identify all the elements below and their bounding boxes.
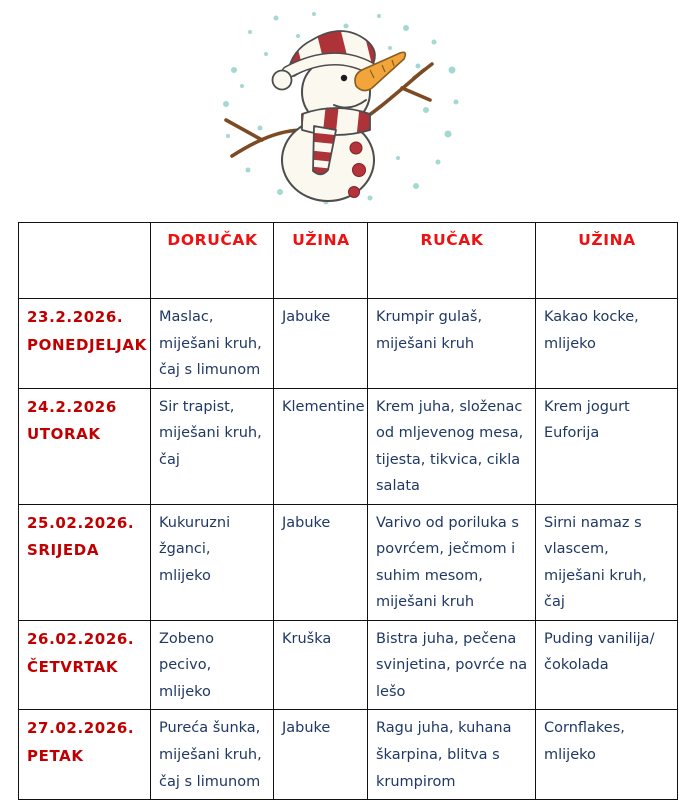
row-day: ČETVRTAK bbox=[27, 657, 119, 676]
table-row-tuesday bbox=[19, 388, 678, 504]
cell-dorucak: Kukuruzni žganci, mlijeko bbox=[151, 504, 274, 620]
header-uzina-am: UŽINA bbox=[274, 223, 368, 299]
day-cell bbox=[19, 299, 151, 389]
row-day: UTORAK bbox=[27, 425, 101, 444]
cell-rucak: Krumpir gulaš, miješani kruh bbox=[368, 299, 536, 389]
cell-uzina-am: Jabuke bbox=[274, 710, 368, 800]
cell-uzina-pm: Puding vanilija/čokolada bbox=[536, 620, 678, 710]
row-date: 27.02.2026. bbox=[27, 719, 135, 738]
day-cell bbox=[19, 504, 151, 620]
day-cell bbox=[19, 388, 151, 504]
header-empty bbox=[19, 223, 151, 299]
cell-uzina-am: Kruška bbox=[274, 620, 368, 710]
cell-uzina-pm: Kakao kocke, mlijeko bbox=[536, 299, 678, 389]
cell-uzina-pm: Cornflakes, mlijeko bbox=[536, 710, 678, 800]
cell-rucak: Bistra juha, pečena svinjetina, povrće na lešo bbox=[368, 620, 536, 710]
table-row-friday bbox=[19, 710, 678, 800]
snowman-illustration bbox=[218, 8, 468, 213]
cell-dorucak: Zobeno pecivo, mlijeko bbox=[151, 620, 274, 710]
cell-dorucak: Sir trapist, miješani kruh, čaj bbox=[151, 388, 274, 504]
row-day: PONEDJELJAK bbox=[27, 335, 147, 354]
table-row-thursday bbox=[19, 620, 678, 710]
row-date: 25.02.2026. bbox=[27, 513, 135, 532]
cell-uzina-am: Klementine bbox=[274, 388, 368, 504]
cell-dorucak: Pureća šunka, miješani kruh, čaj s limunom bbox=[151, 710, 274, 800]
day-cell bbox=[19, 620, 151, 710]
cell-uzina-am: Jabuke bbox=[274, 299, 368, 389]
cell-uzina-am: Jabuke bbox=[274, 504, 368, 620]
day-cell bbox=[19, 710, 151, 800]
row-date: 24.2.2026 bbox=[27, 397, 117, 416]
row-day: PETAK bbox=[27, 747, 84, 766]
cell-rucak: Varivo od poriluka s povrćem, ječmom i suhim mesom, miješani kruh bbox=[368, 504, 536, 620]
header-uzina-pm: UŽINA bbox=[536, 223, 678, 299]
menu-table bbox=[18, 222, 678, 800]
snowman-svg bbox=[218, 8, 468, 213]
table-row-wednesday bbox=[19, 504, 678, 620]
cell-dorucak: Maslac, miješani kruh, čaj s limunom bbox=[151, 299, 274, 389]
row-day: SRIJEDA bbox=[27, 541, 100, 560]
snowman-eye bbox=[341, 75, 347, 81]
row-date: 26.02.2026. bbox=[27, 629, 135, 648]
header-rucak: RUČAK bbox=[368, 223, 536, 299]
row-date: 23.2.2026. bbox=[27, 308, 124, 326]
cell-uzina-pm: Krem jogurt Euforija bbox=[536, 388, 678, 504]
cell-rucak: Ragu juha, kuhana škarpina, blitva s krumpirom bbox=[368, 710, 536, 800]
header-dorucak: DORUČAK bbox=[151, 223, 274, 299]
table-row-monday bbox=[19, 299, 678, 389]
cell-rucak: Krem juha, složenac od mljevenog mesa, tijesta, tikvica, cikla salata bbox=[368, 388, 536, 504]
cell-uzina-pm: Sirni namaz s vlascem, miješani kruh, čaj bbox=[536, 504, 678, 620]
header-row bbox=[19, 223, 678, 299]
